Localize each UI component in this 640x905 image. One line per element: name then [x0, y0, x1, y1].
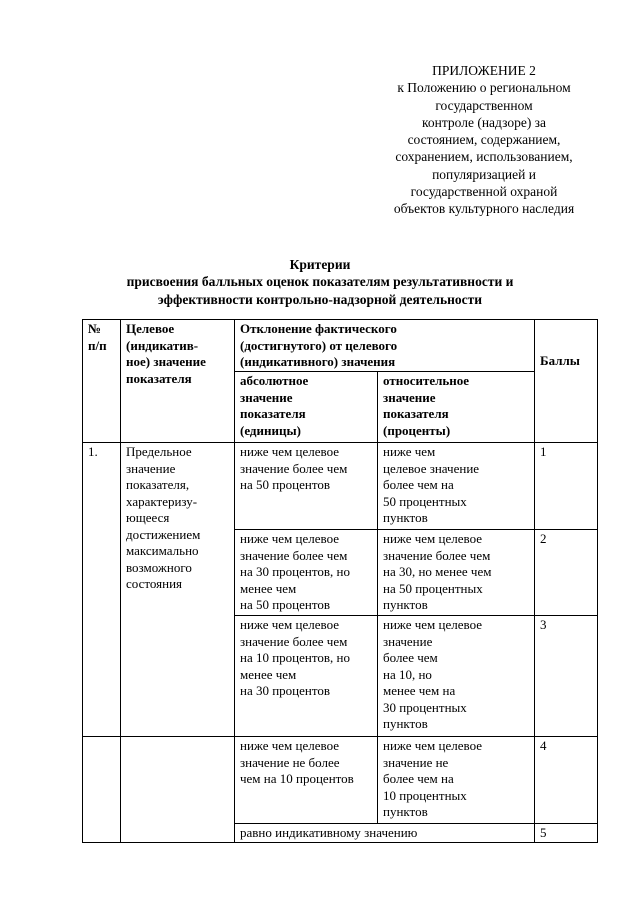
cell-score: 3 — [535, 616, 598, 737]
criteria-table — [82, 319, 598, 843]
cell-score: 1 — [535, 443, 598, 530]
cell-score: 2 — [535, 530, 598, 616]
row-num-empty — [83, 737, 121, 843]
cell-absolute: ниже чем целевое значение не более чем на 10 процентов — [235, 737, 378, 824]
appendix-line: государственной охраной — [410, 184, 558, 200]
header-score: Баллы — [535, 320, 598, 443]
appendix-line: ПРИЛОЖЕНИЕ 2 — [432, 63, 536, 78]
appendix-line: популяризацией и — [432, 166, 536, 182]
header-target: Целевое (индикатив- ное) значение показателя — [121, 320, 235, 443]
cell-score: 5 — [535, 824, 598, 843]
heading-subtitle-line1: присвоения балльных оценок показателям результативности и — [126, 274, 514, 290]
table-row — [83, 737, 598, 824]
header-absolute: абсолютное значение показателя (единицы) — [235, 372, 378, 443]
appendix-block — [366, 62, 602, 218]
header-deviation: Отклонение фактического (достигнутого) от целевого (индикативного) значения — [235, 320, 535, 372]
cell-relative: ниже чем целевое значение более чем на 10, но менее чем на 30 процентных пунктов — [378, 616, 535, 737]
appendix-line: сохранением, использованием, — [395, 149, 573, 165]
cell-relative: ниже чем целевое значение не более чем на 10 процентных пунктов — [378, 737, 535, 824]
appendix-line: состоянием, содержанием, — [407, 132, 561, 148]
header-relative: относительное значение показателя (проценты) — [378, 372, 535, 443]
table-row — [83, 443, 598, 530]
table-header-row — [83, 320, 598, 372]
appendix-line: контроле (надзоре) за — [421, 114, 547, 130]
cell-relative: ниже чем целевое значение более чем на 30, но менее чем на 50 процентных пунктов — [378, 530, 535, 616]
cell-absolute: ниже чем целевое значение более чем на 10 процентов, но менее чем на 30 процентов — [235, 616, 378, 737]
document-heading — [70, 256, 570, 308]
appendix-line: объектов культурного наследия — [393, 201, 575, 217]
heading-title: Критерии — [289, 257, 351, 272]
row-target: Предельное значение показателя, характеризу- ющееся достижением максимально возможного состояния — [121, 443, 235, 737]
cell-absolute: ниже чем целевое значение более чем на 50 процентов — [235, 443, 378, 530]
heading-subtitle-line2: эффективности контрольно-надзорной деятельности — [157, 291, 483, 307]
cell-absolute: ниже чем целевое значение более чем на 30 процентов, но менее чем на 50 процентов — [235, 530, 378, 616]
cell-score: 4 — [535, 737, 598, 824]
appendix-line: государственном — [435, 97, 533, 113]
header-num: № п/п — [83, 320, 121, 443]
appendix-line: к Положению о региональном — [397, 80, 571, 96]
row-target-empty — [121, 737, 235, 843]
cell-equal-value: равно индикативному значению — [235, 824, 535, 843]
row-num: 1. — [83, 443, 121, 737]
cell-relative: ниже чем целевое значение более чем на 50 процентных пунктов — [378, 443, 535, 530]
